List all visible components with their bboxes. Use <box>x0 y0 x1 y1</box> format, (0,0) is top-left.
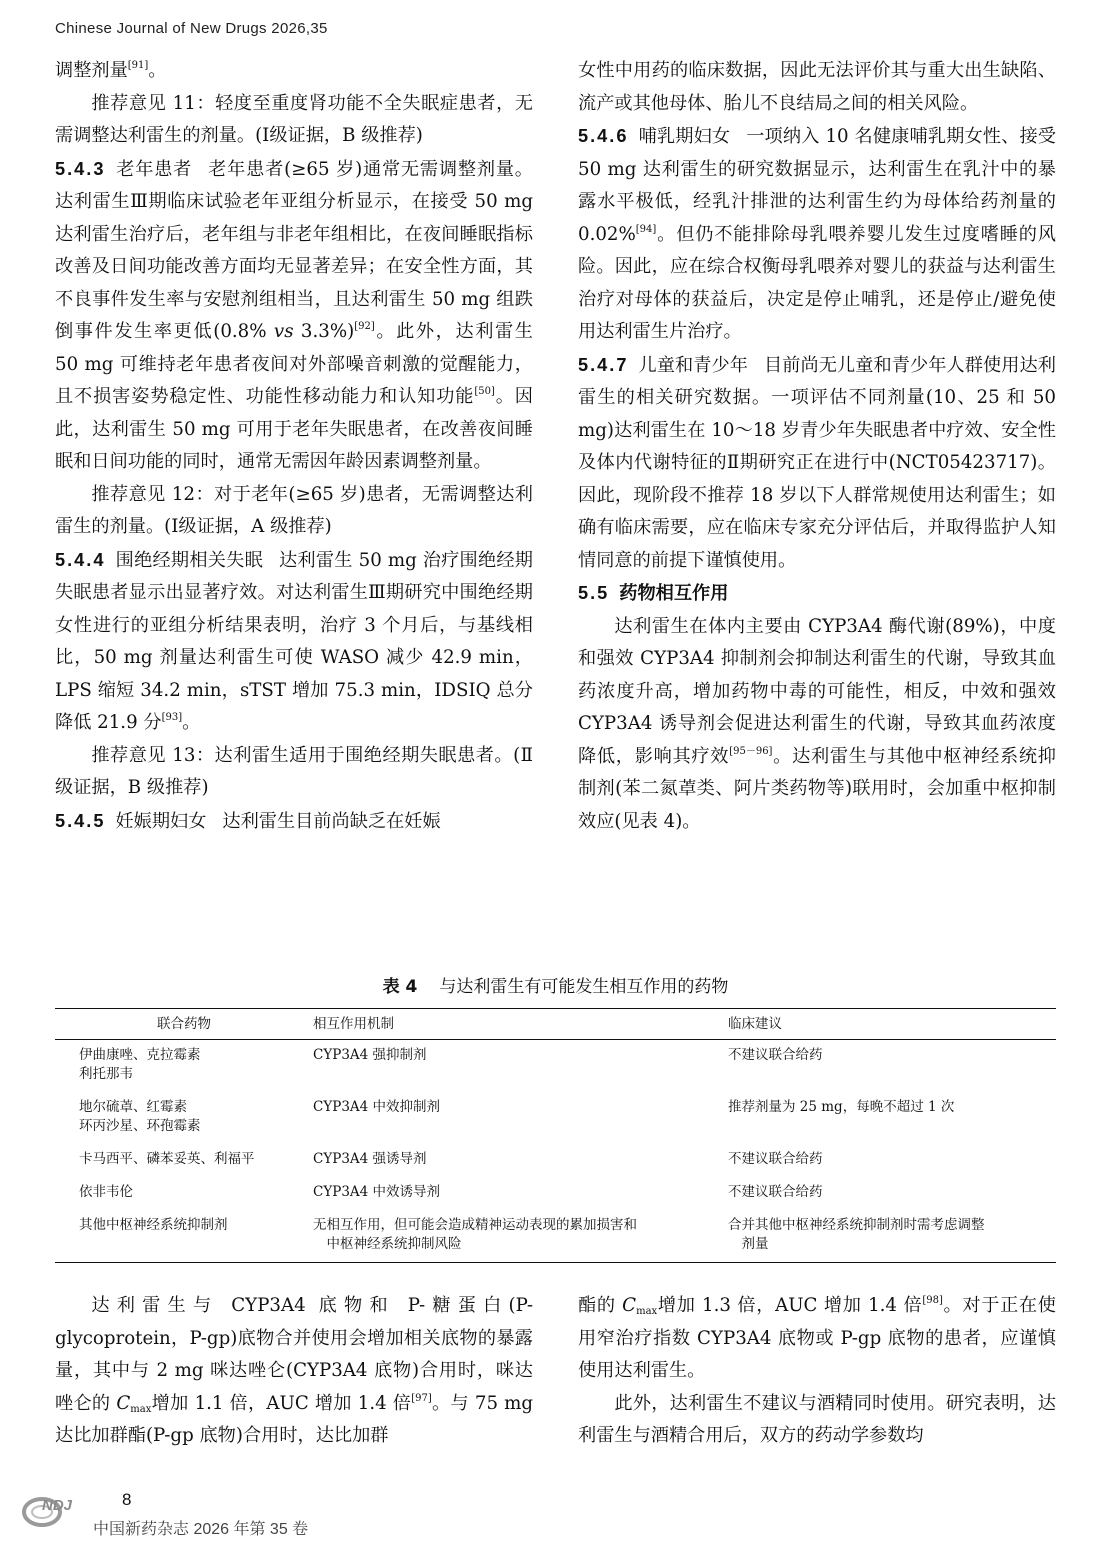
mechanism-cell <box>313 1144 728 1177</box>
section-5-4-3: 5.4.3 老年患者 老年患者(≥65 岁)通常无需调整剂量。达利雷生Ⅲ期临床试验老年亚组分析显示，在接受 50 mg 达利雷生治疗后，老年组与非老年组相比，在夜间睡眠指标改善及日间功能改善方面均无显著差异；在安全性方面，其不良事件发生率与安慰剂组相当，且达利雷生 50 mg 组跌倒事件发生率更低(0.8% vs 3.3%)[92]。此外，达利雷生 50 mg 可维持老年患者夜间对外部噪音刺激的觉醒能力，且不损害姿势稳定性、功能性移动能力和认知功能[50]。因此，达利雷生 50 mg 可用于老年失眠患者，在改善夜间睡眠和日间功能的同时，通常无需因年龄因素调整剂量。 <box>55 158 533 472</box>
section-5-4-5: 5.4.5 妊娠期妇女 达利雷生目前尚缺乏在妊娠 <box>55 810 441 832</box>
section-5-4-4: 5.4.4 围绝经期相关失眠 达利雷生 50 mg 治疗围绝经期失眠患者显示出显著疗效。对达利雷生Ⅲ期研究中围绝经期女性进行的亚组分析结果表明，治疗 3 个月后，与基线相比，50 mg 剂量达利雷生可使 WASO 减少 42.9 min，LPS 缩短 34.2 min，sTST 增加 75.3 min，IDSIQ 总分降低 21.9 分[93]。 <box>55 549 533 733</box>
mechanism-cell <box>313 1177 728 1210</box>
citation: [94] <box>635 223 657 235</box>
citation: [92] <box>354 321 375 332</box>
cell-line: CYP3A4 强抑制剂 <box>313 1047 427 1063</box>
right-column-bottom <box>578 1290 1056 1453</box>
section-title: 妊娠期妇女 <box>115 810 207 832</box>
recommendation-11: 推荐意见 11：轻度至重度肾功能不全失眠症患者，无需调整达利雷生的剂量。(Ⅰ级证据，B 级推荐) <box>55 92 533 146</box>
cell-line: CYP3A4 强诱导剂 <box>313 1151 427 1167</box>
recommendation-13: 推荐意见 13：达利雷生适用于围绝经期失眠患者。(Ⅱ级证据，B 级推荐) <box>55 744 533 798</box>
citation: [93] <box>161 712 183 723</box>
column-header: 相互作用机制 <box>313 1009 728 1040</box>
section-5-5-heading <box>578 577 1056 611</box>
section-title: 围绝经期相关失眠 <box>115 549 263 571</box>
footer-journal-name: 中国新药杂志 2026 年第 35 卷 <box>93 1521 309 1538</box>
paragraph: 此外，达利雷生不建议与酒精同时使用。研究表明，达利雷生与酒精合用后，双方的药动学参数均 <box>578 1392 1056 1446</box>
section-title: 儿童和青少年 <box>638 354 749 376</box>
cell-line: 利托那韦 <box>79 1066 133 1082</box>
cell-line: 剂量 <box>741 1236 769 1252</box>
drug-interaction-table <box>55 1008 1056 1263</box>
table-label: 表 4 <box>382 977 418 997</box>
table-row <box>55 1144 1056 1177</box>
column-header: 临床建议 <box>728 1009 1056 1040</box>
section-number: 5.4.6 <box>578 126 629 146</box>
page-number: 8 <box>122 1490 132 1509</box>
advice-cell <box>728 1210 1056 1262</box>
paragraph: 调整剂量[91]。 <box>55 60 167 81</box>
table-row <box>55 1092 1056 1144</box>
mechanism-cell <box>313 1092 728 1144</box>
mechanism-cell <box>313 1040 728 1093</box>
section-number: 5.4.4 <box>55 549 106 570</box>
advice-cell <box>728 1040 1056 1093</box>
paragraph: 酯的 $C_{max}$增加 1.3 倍，AUC 增加 1.4 倍[98]。对于正在使用窄治疗指数 CYP3A4 底物或 P-gp 底物的患者，应谨慎使用达利雷生。 <box>578 1295 1056 1381</box>
citation: [91] <box>127 60 149 71</box>
cell-line: 其他中枢神经系统抑制剂 <box>79 1217 228 1233</box>
cell-line: 伊曲康唑、克拉霉素 <box>79 1047 201 1063</box>
advice-cell <box>728 1144 1056 1177</box>
left-column-bottom <box>55 1290 533 1453</box>
cell-line: 不建议联合给药 <box>728 1184 823 1200</box>
table-caption <box>55 972 1056 997</box>
table-title: 与达利雷生有可能发生相互作用的药物 <box>439 977 729 997</box>
cell-line: 中枢神经系统抑制风险 <box>326 1236 462 1252</box>
section-number: 5.4.5 <box>55 810 106 831</box>
paragraph: 达利雷生在体内主要由 CYP3A4 酶代谢(89%)，中度和强效 CYP3A4 抑制剂会抑制达利雷生的代谢，导致其血药浓度升高，增加药物中毒的可能性，相反，中效和强效 CYP3A4 诱导剂会促进达利雷生的代谢，导致其血药浓度降低，影响其疗效[95－96]。达利雷生与其他中枢神经系统抑制剂(苯二氮䓬类、阿片类药物等)联用时，会加重中枢抑制效应(见表 4)。 <box>578 615 1056 832</box>
drug-cell <box>55 1092 313 1144</box>
cell-line: 不建议联合给药 <box>728 1047 823 1063</box>
section-number: 5.4.7 <box>578 354 629 375</box>
citation: [95－96] <box>729 745 773 757</box>
cell-line: 环丙沙星、环孢霉素 <box>79 1118 201 1134</box>
cell-line: 无相互作用，但可能会造成精神运动表现的累加损害和 <box>313 1217 637 1233</box>
cell-line: 推荐剂量为 25 mg，每晚不超过 1 次 <box>728 1099 955 1115</box>
section-number: 5.4.3 <box>55 158 106 179</box>
drug-cell <box>55 1040 313 1093</box>
recommendation-12: 推荐意见 12：对于老年(≥65 岁)患者，无需调整达利雷生的剂量。(Ⅰ级证据，A 级推荐) <box>55 483 533 537</box>
running-header: Chinese Journal of New Drugs 2026,35 <box>55 20 328 37</box>
advice-cell <box>728 1092 1056 1144</box>
cell-line: 不建议联合给药 <box>728 1151 823 1167</box>
table-row <box>55 1177 1056 1210</box>
journal-logo <box>20 1490 98 1534</box>
paragraph: 达利雷生与 CYP3A4 底物和 P-糖蛋白(P-glycoprotein，P-gp)底物合并使用会增加相关底物的暴露量，其中与 2 mg 咪达唑仑(CYP3A4 底物)合用时，咪达唑仑的 $C_{max}$增加 1.1 倍，AUC 增加 1.4 倍[97]。与 75 mg 达比加群酯(P-gp 底物)合用时，达比加群 <box>55 1295 533 1446</box>
section-5-4-7: 5.4.7 儿童和青少年 目前尚无儿童和青少年人群使用达利雷生的相关研究数据。一项评估不同剂量(10、25 和 50 mg)达利雷生在 10～18 岁青少年失眠患者中疗效、安全性及体内代谢特征的Ⅱ期研究正在进行中(NCT05423717)。因此，现阶段不推荐 18 岁以下人群常规使用达利雷生；如确有临床需要，应在临床专家充分评估后，并取得监护人知情同意的前提下谨慎使用。 <box>578 354 1056 571</box>
cell-line: 卡马西平、磷苯妥英、利福平 <box>79 1151 255 1167</box>
citation: [50] <box>474 386 495 397</box>
advice-cell <box>728 1177 1056 1210</box>
svg-text:NDJ: NDJ <box>42 1497 73 1514</box>
section-number: 5.5 <box>578 583 610 603</box>
section-5-4-6: 5.4.6 哺乳期妇女 一项纳入 10 名健康哺乳期女性、接受 50 mg 达利雷生的研究数据显示，达利雷生在乳汁中的暴露水平极低，经乳汁排泄的达利雷生约为母体给药剂量的 0.02%[94]。但仍不能排除母乳喂养婴儿发生过度嗜睡的风险。因此，应在综合权衡母乳喂养对婴儿的获益与达利雷生治疗对母体的获益后，决定是停止哺乳，还是停止/避免使用达利雷生片治疗。 <box>578 126 1056 342</box>
section-title: 药物相互作用 <box>619 583 729 604</box>
table-row <box>55 1040 1056 1093</box>
cell-line: CYP3A4 中效抑制剂 <box>313 1099 441 1115</box>
table-header-row <box>55 1009 1056 1040</box>
citation: [98] <box>922 1295 943 1306</box>
citation: [97] <box>411 1392 432 1404</box>
cell-line: 地尔硫䓬、红霉素 <box>79 1099 187 1115</box>
drug-cell <box>55 1177 313 1210</box>
drug-cell <box>55 1144 313 1177</box>
paragraph: 女性中用药的临床数据，因此无法评价其与重大出生缺陷、流产或其他母体、胎儿不良结局之间的相关风险。 <box>578 60 1056 114</box>
drug-cell <box>55 1210 313 1262</box>
column-header: 联合药物 <box>55 1009 313 1040</box>
left-column <box>55 55 533 838</box>
mechanism-cell <box>313 1210 728 1262</box>
cell-line: CYP3A4 中效诱导剂 <box>313 1184 441 1200</box>
cell-line: 合并其他中枢神经系统抑制剂时需考虑调整 <box>728 1217 985 1233</box>
right-column <box>578 55 1056 838</box>
section-title: 哺乳期妇女 <box>638 126 731 147</box>
section-title: 老年患者 <box>115 158 193 180</box>
cell-line: 依非韦伦 <box>79 1184 133 1200</box>
table-row <box>55 1210 1056 1262</box>
